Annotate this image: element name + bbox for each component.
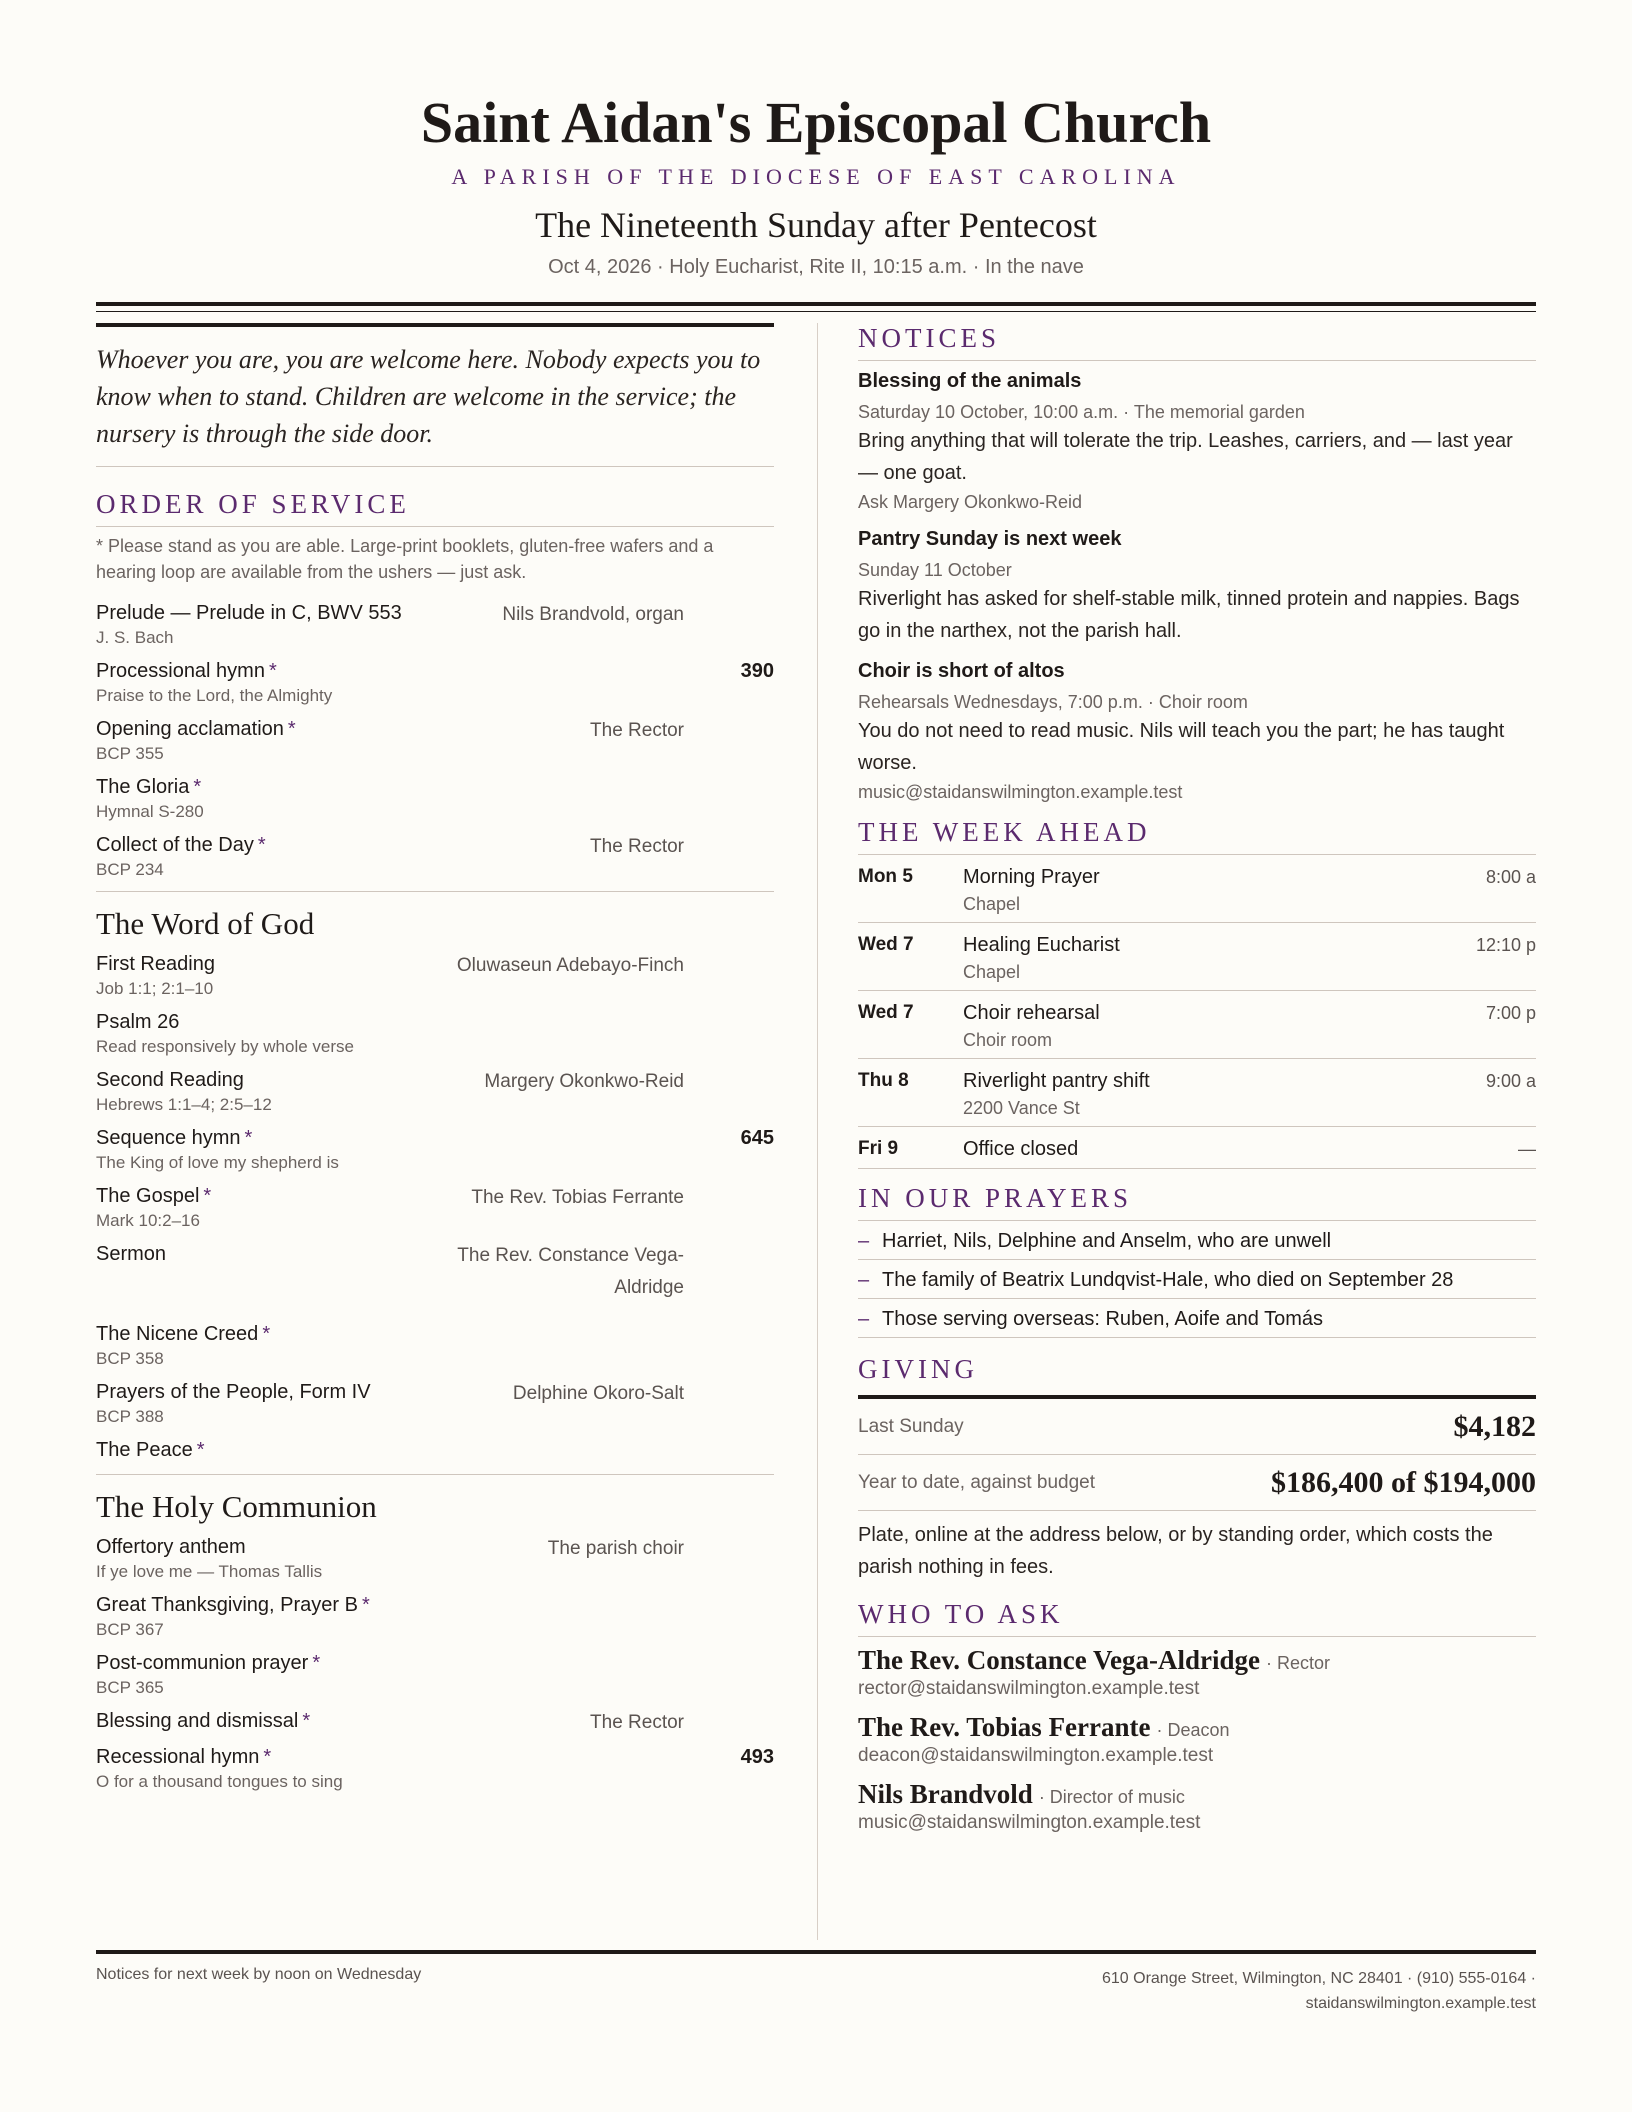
church-title: Saint Aidan's Episcopal Church: [420, 90, 1212, 155]
week-time: 8:00 a: [1485, 867, 1536, 887]
contact-role: · Director of music: [1038, 1787, 1185, 1807]
service-item-title: [96, 1124, 774, 1152]
week-event-cell: [963, 1067, 1446, 1121]
service-item: [96, 599, 774, 649]
word-of-god-heading: The Word of God: [96, 906, 315, 941]
prayer-item: [858, 1221, 1536, 1260]
contact-name: Nils Brandvold: [858, 1779, 1033, 1809]
service-item: [96, 1436, 774, 1464]
service-item-reference: Job 1:1; 2:1–10: [96, 979, 214, 998]
giving-last-sunday-label: Last Sunday: [858, 1415, 964, 1437]
stand-marker: *: [244, 1127, 253, 1149]
week-event-cell: [963, 863, 1446, 917]
service-item-title: [96, 1591, 774, 1619]
welcome-text: Whoever you are, you are welcome here. Nobody expects you to know when to stand. Children are welcome in the service; the nursery is through the side door.: [96, 327, 774, 467]
prayer-item: [858, 1299, 1536, 1338]
week-event: Choir rehearsal: [963, 1002, 1100, 1024]
service-item: [96, 1533, 774, 1583]
service-item-title: [96, 1743, 774, 1771]
service-item: [96, 1066, 774, 1116]
service-item-reference: O for a thousand tongues to sing: [96, 1772, 343, 1791]
service-item-title: [96, 657, 774, 685]
week-event: Office closed: [963, 1138, 1079, 1160]
divider: [96, 891, 774, 892]
contact-email[interactable]: rector@staidanswilmington.example.test: [858, 1678, 1200, 1699]
service-item-title-text: The Gospel: [96, 1185, 200, 1207]
notice-contact: Ask Margery Okonkwo-Reid: [858, 492, 1083, 512]
service-item-title-text: Prayers of the People, Form IV: [96, 1381, 371, 1403]
service-item-leader: Nils Brandvold, organ: [502, 604, 684, 625]
prayers-heading: IN OUR PRAYERS: [858, 1183, 1536, 1221]
contact-role: · Rector: [1266, 1653, 1331, 1673]
notice-title: Pantry Sunday is next week: [858, 528, 1122, 550]
service-item-leader: The Rev. Constance Vega-Aldridge: [457, 1245, 684, 1298]
week-event-cell: [963, 999, 1446, 1053]
service-item-leader: Margery Okonkwo-Reid: [484, 1071, 684, 1092]
giving-ytd-label: Year to date, against budget: [858, 1471, 1095, 1493]
contact-role: · Deacon: [1156, 1720, 1230, 1740]
week-location: 2200 Vance St: [963, 1098, 1080, 1118]
week-day: Wed 7: [858, 934, 914, 955]
footer-website: staidanswilmington.example.test: [1305, 1995, 1536, 2012]
contact: [858, 1712, 1536, 1769]
service-item-leader: Oluwaseun Adebayo-Finch: [456, 955, 684, 976]
contact-email[interactable]: deacon@staidanswilmington.example.test: [858, 1745, 1214, 1766]
week-ahead-table: [858, 855, 1536, 1169]
notice: [858, 657, 1536, 805]
hymn-number: 645: [740, 1127, 774, 1149]
hymn-number: 390: [740, 660, 774, 682]
stand-marker: *: [203, 1185, 212, 1207]
service-item-title-text: Offertory anthem: [96, 1536, 246, 1558]
service-item-reference: Hebrews 1:1–4; 2:5–12: [96, 1095, 272, 1114]
header-rule: [96, 302, 1536, 306]
prayer-item: [858, 1260, 1536, 1299]
service-item-reference: Hymnal S-280: [96, 802, 204, 821]
week-row: [858, 1059, 1536, 1127]
service-item-reference: Read responsively by whole verse: [96, 1037, 354, 1056]
week-day: Thu 8: [858, 1070, 909, 1091]
stand-marker: *: [268, 660, 277, 682]
service-item-title-text: Sequence hymn: [96, 1127, 241, 1149]
order-of-service-heading: ORDER OF SERVICE: [96, 489, 774, 527]
notices-heading: NOTICES: [858, 323, 1536, 361]
week-time: 12:10 p: [1475, 935, 1536, 955]
service-item: [96, 1008, 774, 1058]
week-row: [858, 991, 1536, 1059]
week-event: Riverlight pantry shift: [963, 1070, 1150, 1092]
divider: [96, 1474, 774, 1475]
footer-address: [936, 1966, 1536, 2016]
service-item-reference: BCP 234: [96, 860, 164, 879]
week-day: Mon 5: [858, 866, 913, 887]
service-item: [96, 773, 774, 823]
contacts-list: [858, 1645, 1536, 1836]
footer-rule: [96, 1950, 1536, 1954]
service-item-reference: If ye love me — Thomas Tallis: [96, 1562, 323, 1581]
stand-marker: *: [361, 1594, 370, 1616]
header-rule-thin: [96, 311, 1536, 312]
week-time: —: [1518, 1139, 1536, 1159]
week-row: [858, 1127, 1536, 1169]
service-item-leader: The Rev. Tobias Ferrante: [471, 1187, 684, 1208]
service-item-title-text: The Gloria: [96, 776, 190, 798]
notice-contact: music@staidanswilmington.example.test: [858, 782, 1183, 802]
giving-last-sunday-value: $4,182: [1453, 1409, 1536, 1443]
service-item-leader: The Rector: [590, 836, 684, 857]
bulletin-header: [96, 88, 1536, 279]
notice-body: Bring anything that will tolerate the trip. Leashes, carriers, and — last year — one goat.: [858, 430, 1513, 484]
service-item-title-text: The Peace: [96, 1439, 193, 1461]
week-location: Chapel: [963, 962, 1021, 982]
week-time: 9:00 a: [1485, 1071, 1536, 1091]
service-item: [96, 1743, 774, 1793]
week-location: Choir room: [963, 1030, 1053, 1050]
notice-title: Blessing of the animals: [858, 370, 1082, 392]
service-item: [96, 1591, 774, 1641]
stand-marker: *: [287, 718, 296, 740]
stand-marker: *: [312, 1652, 321, 1674]
notices-list: [858, 367, 1536, 805]
service-item-title: [96, 1320, 774, 1348]
notice-meta: Rehearsals Wednesdays, 7:00 p.m. · Choir room: [858, 692, 1248, 712]
service-item: [96, 1649, 774, 1699]
week-event: Healing Eucharist: [963, 934, 1120, 956]
service-item-reference: The King of love my shepherd is: [96, 1153, 339, 1172]
stand-marker: *: [257, 834, 266, 856]
word-of-god-list: [96, 950, 774, 1464]
sunday-title: The Nineteenth Sunday after Pentecost: [535, 204, 1097, 245]
giving-note: Plate, online at the address below, or by standing order, which costs the parish nothing in fees.: [858, 1524, 1493, 1578]
stand-marker: *: [196, 1439, 205, 1461]
notice-meta: Sunday 11 October: [858, 560, 1012, 580]
service-dateline: Oct 4, 2026 · Holy Eucharist, Rite II, 10:15 a.m. · In the nave: [548, 255, 1084, 278]
prayer-text: Harriet, Nils, Delphine and Anselm, who are unwell: [882, 1230, 1332, 1252]
week-event-cell: [963, 1135, 1446, 1163]
service-item: [96, 1378, 774, 1428]
week-day: Fri 9: [858, 1138, 899, 1159]
service-item-leader: Delphine Okoro-Salt: [512, 1383, 684, 1404]
notice: [858, 525, 1536, 647]
contact-line: [858, 1712, 1536, 1743]
service-item-title: [96, 1436, 774, 1464]
dash-marker: –: [858, 1269, 870, 1291]
service-item-reference: J. S. Bach: [96, 628, 174, 647]
standing-note: * Please stand as you are able. Large-print booklets, gluten-free wafers and a hearing loop are available from the ushers — just ask.: [96, 536, 714, 582]
notice-title: Choir is short of altos: [858, 660, 1065, 682]
service-item-reference: BCP 358: [96, 1349, 164, 1368]
diocese-subtitle: A PARISH OF THE DIOCESE OF EAST CAROLINA: [451, 163, 1181, 189]
service-item-title-text: Processional hymn: [96, 660, 265, 682]
contact-name: The Rev. Constance Vega-Aldridge: [858, 1645, 1261, 1675]
service-item-reference: BCP 365: [96, 1678, 164, 1697]
service-item-title-text: First Reading: [96, 953, 215, 975]
stand-marker: *: [302, 1710, 311, 1732]
footer-deadline: Notices for next week by noon on Wednesday: [96, 1966, 422, 1983]
dash-marker: –: [858, 1308, 870, 1330]
prayer-text: The family of Beatrix Lundqvist-Hale, who died on September 28: [882, 1269, 1454, 1291]
notice-meta: Saturday 10 October, 10:00 a.m. · The memorial garden: [858, 402, 1305, 422]
service-item-reference: BCP 355: [96, 744, 164, 763]
left-column: [96, 323, 774, 1793]
service-item: [96, 1240, 774, 1312]
week-row: [858, 855, 1536, 923]
service-item-title-text: Sermon: [96, 1243, 167, 1265]
notice: [858, 367, 1536, 515]
service-item-reference: Mark 10:2–16: [96, 1211, 200, 1230]
prayers-list: [858, 1221, 1536, 1338]
service-item: [96, 950, 774, 1000]
service-item-title-text: Opening acclamation: [96, 718, 284, 740]
service-item-title: [96, 773, 774, 801]
contact-line: [858, 1779, 1536, 1810]
right-column: [858, 323, 1536, 1836]
column-divider: [817, 323, 818, 1940]
service-item: [96, 657, 774, 707]
service-item-title-text: Post-communion prayer: [96, 1652, 309, 1674]
stand-marker: *: [262, 1323, 271, 1345]
service-item-reference: BCP 367: [96, 1620, 164, 1639]
contact-line: [858, 1645, 1536, 1676]
service-item-title-text: Recessional hymn: [96, 1746, 260, 1768]
service-item: [96, 1707, 774, 1735]
week-row: [858, 923, 1536, 991]
service-item-reference: Praise to the Lord, the Almighty: [96, 686, 333, 705]
service-item-reference: BCP 388: [96, 1407, 164, 1426]
notice-body: Riverlight has asked for shelf-stable milk, tinned protein and nappies. Bags go in the narthex, not the parish hall.: [858, 588, 1520, 642]
stand-marker: *: [193, 776, 202, 798]
hymn-number: 493: [740, 1746, 774, 1768]
giving-ytd-row: [858, 1455, 1536, 1511]
contact: [858, 1779, 1536, 1836]
service-item: [96, 1320, 774, 1370]
service-item-title-text: Great Thanksgiving, Prayer B: [96, 1594, 358, 1616]
dash-marker: –: [858, 1230, 870, 1252]
service-item-leader: The Rector: [590, 720, 684, 741]
who-to-ask-heading: WHO TO ASK: [858, 1599, 1536, 1637]
week-day: Wed 7: [858, 1002, 914, 1023]
service-item-title: [96, 1008, 774, 1036]
week-location: Chapel: [963, 894, 1021, 914]
stand-marker: *: [263, 1746, 272, 1768]
service-item-title: [96, 1649, 774, 1677]
giving-last-sunday-row: [858, 1399, 1536, 1455]
contact: [858, 1645, 1536, 1702]
service-item-leader: The parish choir: [547, 1538, 684, 1559]
holy-communion-list: [96, 1533, 774, 1793]
week-ahead-heading: THE WEEK AHEAD: [858, 817, 1536, 855]
prayer-text: Those serving overseas: Ruben, Aoife and Tomás: [882, 1308, 1323, 1330]
service-item: [96, 831, 774, 881]
week-time: 7:00 p: [1485, 1003, 1536, 1023]
service-item: [96, 1124, 774, 1174]
holy-communion-heading: The Holy Communion: [96, 1489, 377, 1524]
service-item-title-text: Blessing and dismissal: [96, 1710, 299, 1732]
contact-email[interactable]: music@staidanswilmington.example.test: [858, 1812, 1201, 1833]
giving-ytd-value: $186,400 of $194,000: [1271, 1465, 1536, 1499]
service-item-title-text: Prelude — Prelude in C, BWV 553: [96, 602, 402, 624]
opening-rite-list: [96, 599, 774, 881]
notice-body: You do not need to read music. Nils will teach you the part; he has taught worse.: [858, 720, 1505, 774]
service-item: [96, 1182, 774, 1232]
footer-address-line: 610 Orange Street, Wilmington, NC 28401 · (910) 555-0164 ·: [1101, 1970, 1536, 1987]
service-item-title-text: Collect of the Day: [96, 834, 254, 856]
service-item-title-text: Psalm 26: [96, 1011, 180, 1033]
service-item-title-text: Second Reading: [96, 1069, 244, 1091]
service-item: [96, 715, 774, 765]
service-item-leader: The Rector: [590, 1712, 684, 1733]
service-item-title-text: The Nicene Creed: [96, 1323, 259, 1345]
contact-name: The Rev. Tobias Ferrante: [858, 1712, 1151, 1742]
week-event: Morning Prayer: [963, 866, 1100, 888]
giving-heading: GIVING: [858, 1354, 978, 1384]
week-event-cell: [963, 931, 1446, 985]
